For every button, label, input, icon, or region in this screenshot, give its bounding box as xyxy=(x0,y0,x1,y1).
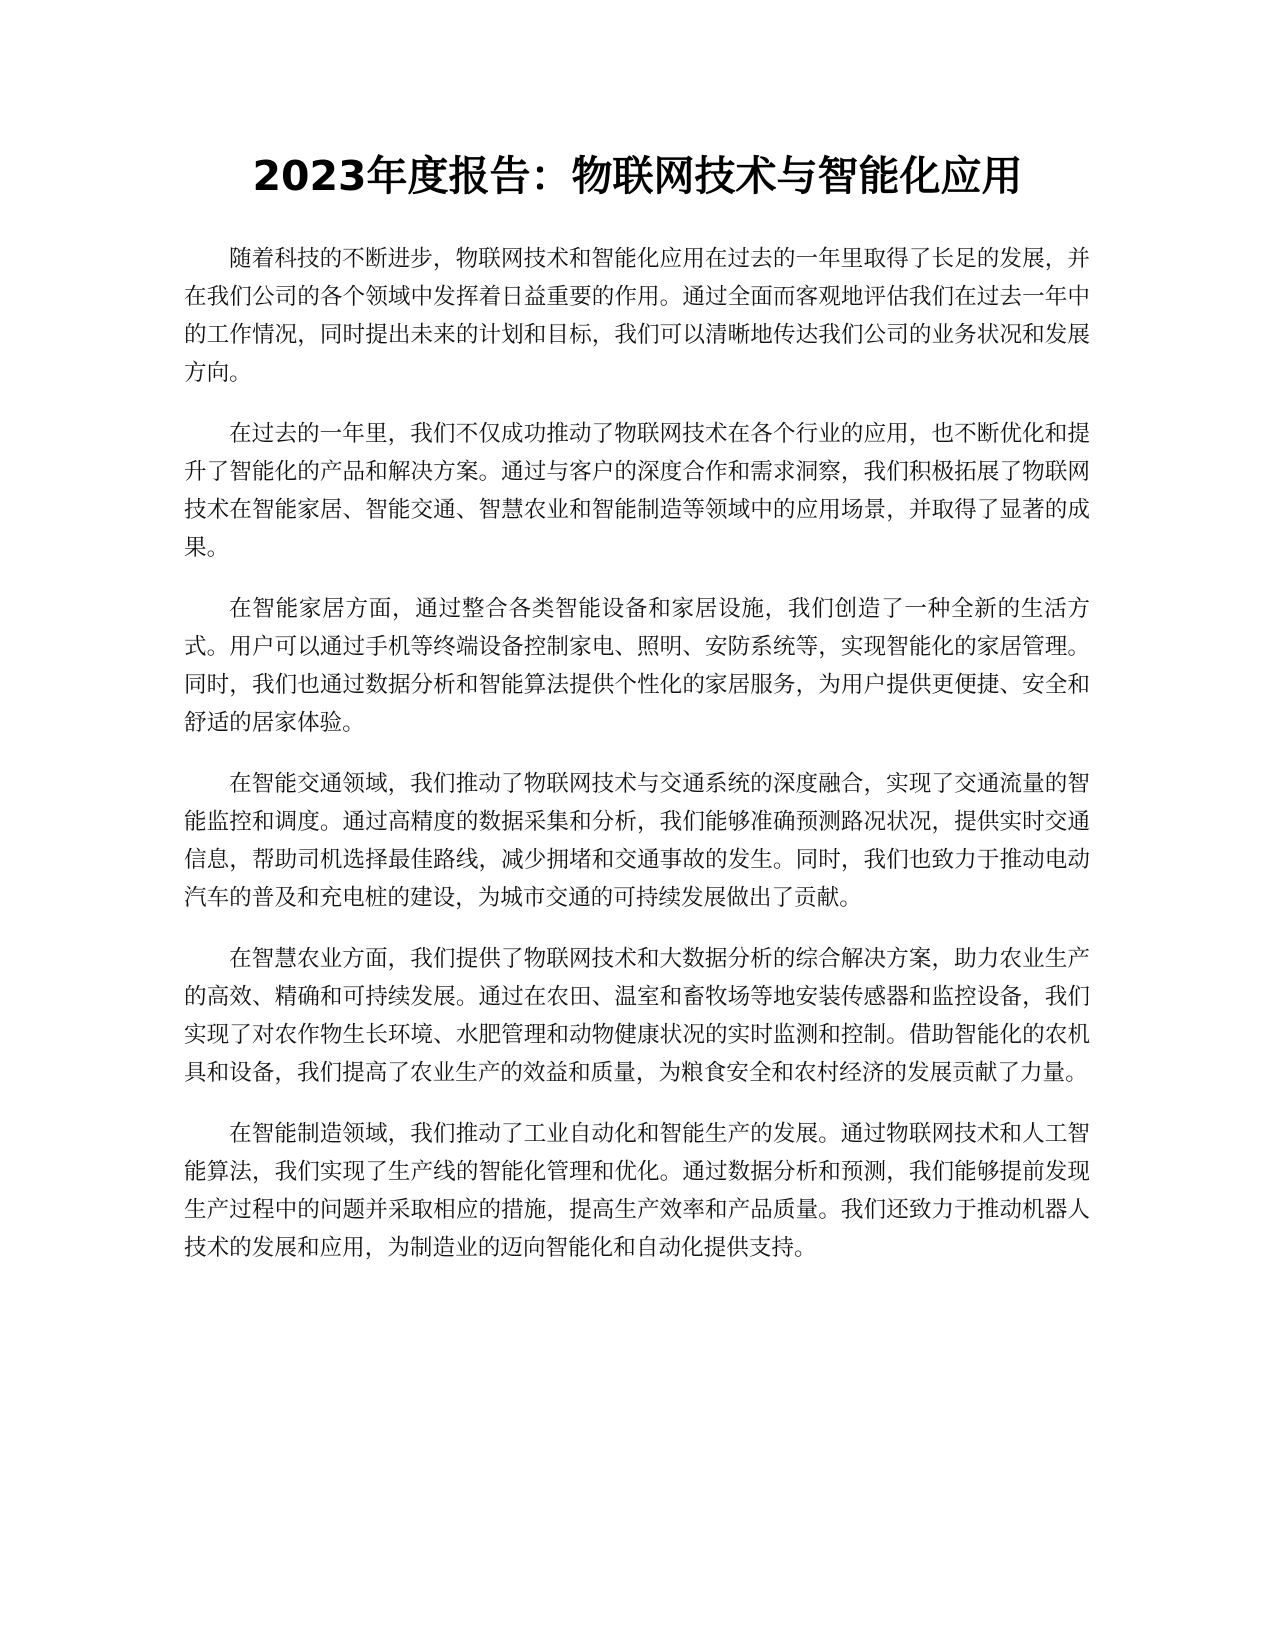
paragraph-intro: 随着科技的不断进步，物联网技术和智能化应用在过去的一年里取得了长足的发展，并在我们公司的各个领域中发挥着日益重要的作用。通过全面而客观地评估我们在过去一年中的工作情况，同时提出未来的计划和目标，我们可以清晰地传达我们公司的业务状况和发展方向。 xyxy=(184,246,1090,386)
paragraph-smart-transport: 在智能交通领域，我们推动了物联网技术与交通系统的深度融合，实现了交通流量的智能监控和调度。通过高精度的数据采集和分析，我们能够准确预测路况状况，提供实时交通信息，帮助司机选择最佳路线，减少拥堵和交通事故的发生。同时，我们也致力于推动电动汽车的普及和充电桩的建设，为城市交通的可持续发展做出了贡献。 xyxy=(184,771,1090,911)
paragraph-overview: 在过去的一年里，我们不仅成功推动了物联网技术在各个行业的应用，也不断优化和提升了智能化的产品和解决方案。通过与客户的深度合作和需求洞察，我们积极拓展了物联网技术在智能家居、智能交通、智慧农业和智能制造等领域中的应用场景，并取得了显著的成果。 xyxy=(184,421,1090,561)
document-title: 2023年度报告：物联网技术与智能化应用 xyxy=(252,152,1023,200)
document-body xyxy=(184,240,1090,1290)
paragraph-smart-agriculture: 在智慧农业方面，我们提供了物联网技术和大数据分析的综合解决方案，助力农业生产的高效、精确和可持续发展。通过在农田、温室和畜牧场等地安装传感器和监控设备，我们实现了对农作物生长环境、水肥管理和动物健康状况的实时监测和控制。借助智能化的农机具和设备，我们提高了农业生产的效益和质量，为粮食安全和农村经济的发展贡献了力量。 xyxy=(184,946,1090,1086)
paragraph-smart-manufacturing: 在智能制造领域，我们推动了工业自动化和智能生产的发展。通过物联网技术和人工智能算法，我们实现了生产线的智能化管理和优化。通过数据分析和预测，我们能够提前发现生产过程中的问题并采取相应的措施，提高生产效率和产品质量。我们还致力于推动机器人技术的发展和应用，为制造业的迈向智能化和自动化提供支持。 xyxy=(184,1121,1090,1261)
paragraph-smart-home: 在智能家居方面，通过整合各类智能设备和家居设施，我们创造了一种全新的生活方式。用户可以通过手机等终端设备控制家电、照明、安防系统等，实现智能化的家居管理。同时，我们也通过数据分析和智能算法提供个性化的家居服务，为用户提供更便捷、安全和舒适的居家体验。 xyxy=(184,596,1090,736)
